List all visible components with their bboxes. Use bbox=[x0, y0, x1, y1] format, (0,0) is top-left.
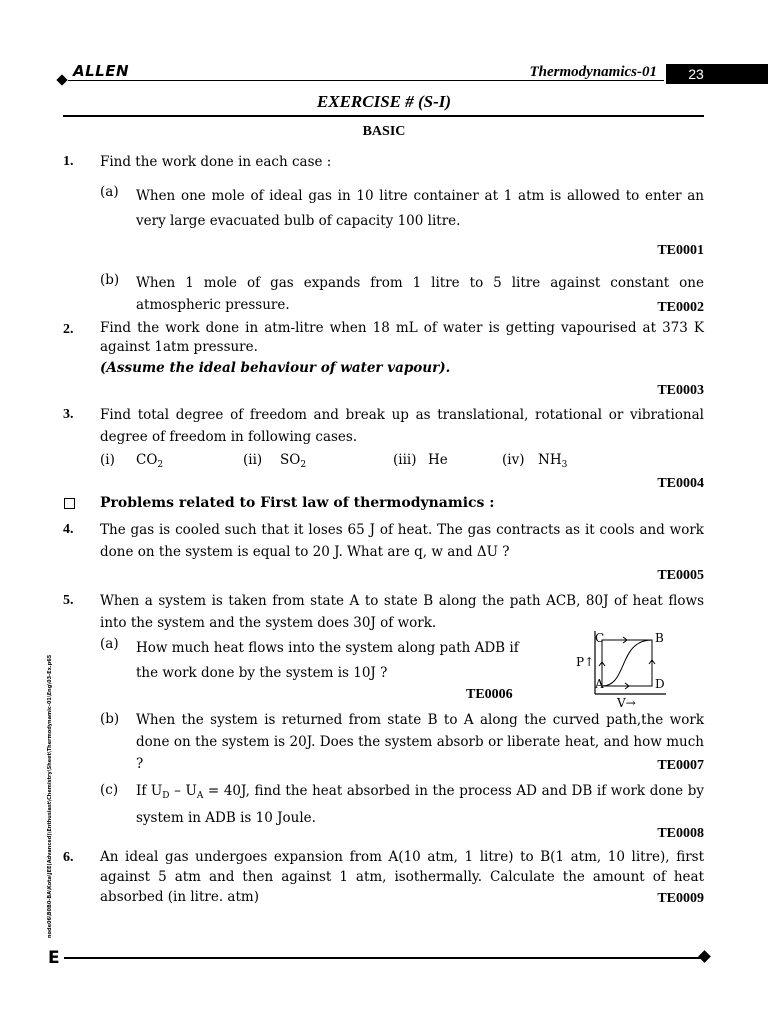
question-code: TE0007 bbox=[657, 758, 704, 773]
question-text: Find the work done in atm-litre when 18 mL of water is getting vapourised at 373 K against 1atm pressure. bbox=[100, 320, 704, 355]
question-code: TE0006 bbox=[466, 687, 513, 702]
subpart-label: (a) bbox=[100, 184, 119, 200]
question-text: Find the work done in each case : bbox=[100, 154, 332, 170]
diagram-label-c: C bbox=[595, 631, 605, 645]
option-formula: $NH_3$ bbox=[538, 452, 568, 470]
subpart-text: When one mole of ideal gas in 10 litre container at 1 atm is allowed to enter an very large evacuated bulb of capacity 100 litre. bbox=[136, 188, 704, 229]
diagram-label-b: B bbox=[655, 631, 664, 645]
question-code: TE0005 bbox=[657, 568, 704, 583]
option-formula: $CO_2$ bbox=[136, 452, 164, 470]
subpart-label: (a) bbox=[100, 636, 119, 652]
question-text: Find total degree of freedom and break up as translational, rotational or vibrational degree of freedom in following cases. bbox=[100, 407, 704, 445]
question-code: TE0004 bbox=[657, 476, 704, 491]
option-formula: He bbox=[428, 452, 448, 468]
side-file-path: node06\B0B0-BA\Kota\JEE(Advanced)\Enthusiast\Chemistry\Sheet\Thermodynamic-01\Eng\03-Ex.p65 bbox=[47, 654, 53, 938]
question-number: 2. bbox=[63, 322, 74, 337]
footer-rule bbox=[64, 957, 702, 959]
question-code: TE0002 bbox=[657, 300, 704, 315]
subpart-text: How much heat flows into the system along path ADB if the work done by the system is 10J ? bbox=[136, 640, 519, 681]
question-code: TE0008 bbox=[657, 826, 704, 841]
section-first-law: Problems related to First law of thermodynamics : bbox=[100, 495, 495, 511]
question-code: TE0009 bbox=[657, 891, 704, 906]
option-label: (iv) bbox=[502, 452, 525, 468]
question-code: TE0001 bbox=[657, 243, 704, 258]
exercise-title: EXERCISE # (S-I) bbox=[316, 92, 452, 111]
question-code: TE0003 bbox=[657, 383, 704, 398]
section-basic: BASIC bbox=[362, 124, 406, 139]
subpart-label: (b) bbox=[100, 711, 120, 727]
subpart-label: (c) bbox=[100, 782, 119, 798]
option-label: (i) bbox=[100, 452, 115, 468]
subpart-text: When 1 mole of gas expands from 1 litre to 5 litre against constant one atmospheric pressure. bbox=[136, 275, 704, 313]
footer-diamond bbox=[698, 950, 711, 963]
option-1 bbox=[100, 452, 164, 470]
subpart-text: When the system is returned from state B to A along the curved path,the work done on the system is 20J. Does the system absorb or liberate heat, and how much ? bbox=[136, 712, 704, 772]
brand-logo: ALLEN bbox=[73, 62, 130, 80]
checkbox-bullet-icon bbox=[64, 498, 75, 509]
diagram-axis-p: P↑ bbox=[576, 655, 595, 669]
option-label: (iii) bbox=[393, 452, 417, 468]
option-formula: $SO_2$ bbox=[280, 452, 307, 470]
diagram-label-a: A bbox=[595, 677, 604, 691]
question-text: An ideal gas undergoes expansion from A(10 atm, 1 litre) to B(1 atm, 10 litre), first against 5 atm and then against 1 atm, isothermally. Calculate the amount of heat absorbed (in litre. atm) bbox=[100, 849, 704, 905]
option-2 bbox=[243, 452, 307, 470]
footer-letter: E bbox=[48, 948, 60, 968]
title-rule bbox=[63, 115, 704, 117]
question-number: 3. bbox=[63, 407, 74, 422]
question-note: (Assume the ideal behaviour of water vapour). bbox=[100, 360, 451, 376]
question-text: The gas is cooled such that it loses 65 J of heat. The gas contracts as it cools and work done on the system is equal to 20 J. What are q, w and ΔU ? bbox=[100, 522, 704, 560]
question-number: 6. bbox=[63, 850, 74, 865]
question-number: 4. bbox=[63, 522, 74, 537]
question-number: 1. bbox=[63, 154, 74, 169]
header-diamond bbox=[56, 74, 67, 85]
question-number: 5. bbox=[63, 593, 74, 608]
option-label: (ii) bbox=[243, 452, 263, 468]
page-number: 23 bbox=[688, 66, 704, 82]
subpart-text: If $U_D - U_A = 40J$, find the heat absorbed in the process AD and DB if work done by system in ADB is 10 Joule. bbox=[136, 783, 704, 826]
diagram-label-d: D bbox=[655, 677, 665, 691]
option-4 bbox=[502, 452, 568, 470]
subpart-label: (b) bbox=[100, 272, 120, 288]
chapter-title: Thermodynamics-01 bbox=[529, 64, 657, 80]
diagram-axis-v: V→ bbox=[617, 696, 636, 710]
option-3 bbox=[393, 452, 448, 468]
question-text: When a system is taken from state A to state B along the path ACB, 80J of heat flows into the system and the system does 30J of work. bbox=[100, 593, 704, 631]
